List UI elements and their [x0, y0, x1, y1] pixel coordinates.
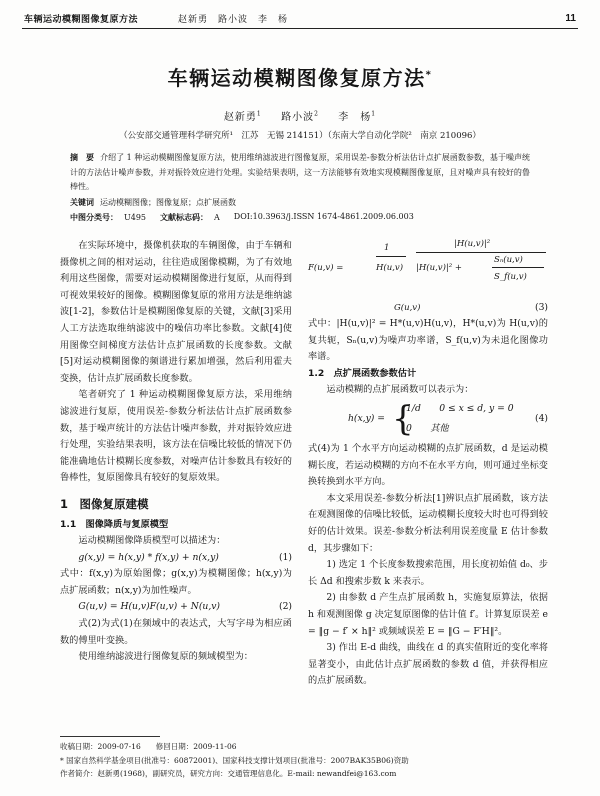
- eq3-sn: Sₙ(u,v): [494, 255, 523, 265]
- cls-value: U495: [124, 213, 147, 222]
- step-1: 1) 选定 1 个长度参数搜索范围，用长度初始值 d₀、步长 Δd 和搜索步数 k 来表示。: [308, 559, 548, 587]
- author-name: 路小波: [281, 112, 315, 123]
- footnote-funding: * 国家自然科学基金项目(批准号：60872001)、国家科技支撑计划项目(批准号：2007BAK35B06)资助: [60, 755, 409, 765]
- abstract-text: 介绍了 1 种运动模糊图像复原方法，使用维纳滤波进行图像复原，采用误差-参数分析法估计点扩展函数参数，基于噪声统计的方法估计噪声参数，并对振铃效应进行处理。实验结果表明，这一方法能够有效地实现模糊图像复原，且对噪声具有较好的鲁棒性。: [70, 153, 531, 191]
- author-affil-mark: 1: [371, 110, 377, 118]
- equation-1-description: 式中：f(x,y)为原始图像；g(x,y)为模糊图像；h(x,y)为点扩展函数；n(x,y)为加性噪声。: [60, 568, 292, 596]
- eq3-lhs: F(u,v) =: [308, 263, 344, 273]
- equation-1: [60, 550, 292, 567]
- footnotes: [60, 740, 560, 781]
- model-intro: 运动模糊图像降质模型可以描述为：: [78, 535, 226, 547]
- eq3-sf: S_f(u,v): [494, 272, 527, 282]
- cls-label: 中图分类号：: [70, 212, 118, 222]
- method-intro: 本文采用误差-参数分析法[1]辨识点扩展函数，该方法在观测图像的信噪比较低，运动模糊长度较大时也可得到较好的估计效果。误差-参数分析法利用误差度量 E 估计参数 d，其步骤如下：: [308, 492, 548, 554]
- step-3: 3) 作出 E-d 曲线，曲线在 d 的真实值附近的变化率将显著变小，由此估计点扩展函数的参数 d 值，并获得相应的点扩展函数。: [308, 642, 548, 687]
- psf-intro: 运动模糊的点扩展函数可以表示为：: [326, 384, 474, 396]
- intro-paragraph-1: 在实际环境中，摄像机获取的车辆图像，由于车辆和摄像机之间的相对运动，往往造成图像模糊，为了有效地利用这些图像，需要对运动模糊图像进行复原，从而得到可视效果较好的图像。模糊图像复原的常用方法是维纳滤波[1-2]，参数估计是模糊图像复原的关键，文献[3]采用人工方法选取维纳滤波中的噪信功率比参数。文献[4]使用图像空间梯度方法估计点扩展函数的长度参数。文献[5]对运动模糊图像的频谱进行累加增强，然后利用霍夫变换，估计点扩展函数长度参数。: [60, 240, 292, 384]
- equation-2-body: G(u,v) = H(u,v)F(u,v) + N(u,v): [78, 601, 221, 613]
- doc-code-value: A: [214, 213, 220, 222]
- eq3-g: G(u,v): [394, 303, 421, 313]
- keywords-text: 运动模糊图像；图像复原；点扩展函数: [100, 197, 236, 207]
- equation-2-number: (2): [278, 601, 292, 613]
- left-column: [60, 238, 292, 666]
- author-list: [0, 108, 600, 123]
- running-header: [24, 10, 576, 26]
- intro-paragraph-2: 笔者研究了 1 种运动模糊图像复原方法，采用维纳滤波进行复原，使用误差-参数分析法估计点扩展函数参数，基于噪声统计的方法估计噪声参数，并对振铃效应进行处理，实验结果表明，该方法在信噪比较低的情况下仍能准确地估计模糊长度参数，对噪声估计参数具有较好的鲁棒性，复原图像具有较好的复原效果。: [60, 389, 292, 484]
- abstract-block: [70, 150, 530, 226]
- keywords-line: [70, 195, 530, 211]
- abstract-label: 摘 要: [70, 152, 95, 162]
- equation-4-description: 式(4)为 1 个水平方向运动模糊的点扩展函数，d 是运动模糊长度，若运动模糊的方向不在水平方向，则可通过坐标变换转换到水平方向。: [308, 442, 548, 488]
- doi: DOI:10.3963/j.ISSN 1674-4861.2009.06.003: [233, 212, 414, 221]
- page-number: 11: [565, 12, 576, 24]
- classification-line: [70, 210, 530, 226]
- equation-2-description: 式(2)为式(1)在频域中的表达式，大写字母为相应函数的傅里叶变换。: [60, 618, 292, 646]
- equation-2: [60, 599, 292, 616]
- step-list: [308, 557, 548, 690]
- right-column: [308, 238, 548, 690]
- eq3-fraction: [376, 238, 548, 300]
- paper-title-text: 车辆运动模糊图像复原方法: [167, 66, 426, 90]
- author-affil-mark: 1: [256, 110, 262, 118]
- eq4-case-1: 1/d 0 ≤ x ≤ d, y = 0: [406, 402, 514, 414]
- eq3-numerator: |H(u,v)|²: [454, 239, 491, 249]
- author-name: 李 杨: [338, 112, 372, 123]
- author-name: 赵新勇: [223, 112, 257, 123]
- eq3-ratio-bar: [492, 267, 544, 268]
- step-2: 2) 由参数 d 产生点扩展函数 h，实施复原算法，依据 h 和观测图像 g 决定复原图像的估计值 f′。计算复原误差 e = ‖g − f′ × h‖² 或频域误差 E = ‖G − F′H‖²。: [308, 592, 548, 637]
- eq3-denominator: |H(u,v)|² +: [416, 263, 462, 273]
- subsection-heading-1-2: 1.2 点扩展函数参数估计: [308, 367, 417, 379]
- eq3-outer-bar: [376, 256, 406, 257]
- footnote-bio: 作者简介：赵新勇(1968)，副研究员，研究方向：交通管理信息化。E-mail: newandfei@163.com: [60, 769, 397, 778]
- subsection-heading-1-1: 1.1 图像降质与复原模型: [60, 518, 169, 530]
- header-rule: [22, 28, 578, 29]
- equation-4-number: (4): [534, 412, 548, 424]
- keywords-label: 关键词: [70, 196, 94, 207]
- abstract-paragraph: [70, 150, 530, 195]
- footnote-dates: 收稿日期：2009-07-16 修回日期：2009-11-06: [60, 742, 237, 751]
- equation-1-number: (1): [278, 551, 292, 563]
- paper-title: [0, 62, 600, 91]
- footnote-rule: [60, 736, 160, 737]
- equation-3-description: 式中：|H(u,v)|² = H*(u,v)H(u,v)，H*(u,v)为 H(u,v)的复共轭，Sₙ(u,v)为噪声功率谱，S_f(u,v)为未退化图像功率谱。: [308, 318, 548, 363]
- affiliations: （公安部交通管理科学研究所¹ 江苏 无锡 214151）（东南大学自动化学院² 南京 210096）: [119, 131, 481, 141]
- title-footnote-mark: *: [425, 69, 433, 81]
- eq3-inner-bar: [416, 252, 546, 253]
- equation-3-number: (3): [534, 302, 548, 313]
- section-heading-1: 1 图像复原建模: [60, 496, 149, 511]
- wiener-intro: 使用维纳滤波进行图像复原的频域模型为：: [78, 651, 253, 663]
- eq4-lhs: h(x,y) =: [348, 412, 385, 424]
- eq3-one: 1: [384, 243, 390, 253]
- running-header-authors: 赵新勇 路小波 李 杨: [178, 14, 289, 25]
- eq4-brace: {: [392, 398, 414, 439]
- doc-code-label: 文献标志码：: [160, 212, 209, 222]
- author-affil-mark: 2: [314, 110, 319, 118]
- eq4-case-2: 0 其他: [406, 422, 449, 434]
- eq3-h: H(u,v): [376, 263, 404, 273]
- equation-4: [308, 399, 548, 441]
- equation-3: [308, 238, 548, 316]
- running-header-title: 车辆运动模糊图像复原方法: [24, 14, 139, 25]
- equation-1-body: g(x,y) = h(x,y) * f(x,y) + n(x,y): [78, 551, 219, 563]
